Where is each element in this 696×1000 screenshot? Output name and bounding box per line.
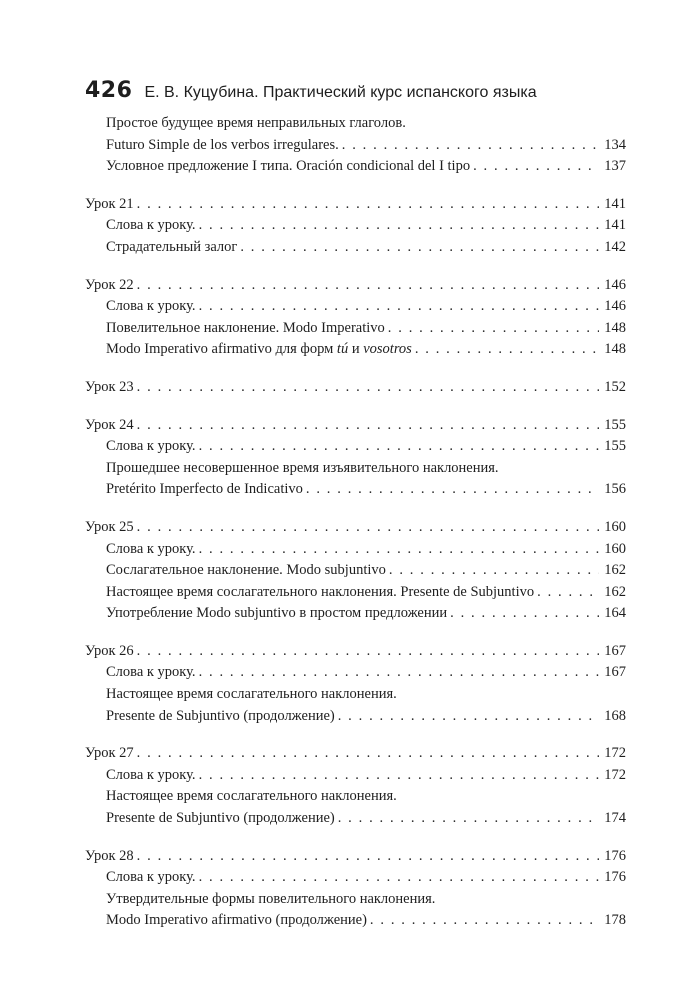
toc-entry-page: 172 — [604, 766, 626, 783]
toc-entry — [85, 684, 626, 706]
toc-entry-title: Употребление Modo subjuntivo в простом предложении — [106, 605, 448, 622]
dot-leader — [137, 377, 599, 399]
toc-entry — [85, 603, 626, 625]
toc-lesson-entry — [85, 517, 626, 539]
dot-leader — [137, 275, 599, 297]
toc-entry-page: 141 — [604, 195, 626, 212]
toc-lesson-entry — [85, 641, 626, 663]
toc-entry-title: Повелительное наклонение. Modo Imperativo — [106, 319, 385, 336]
toc-entry — [85, 318, 626, 340]
toc-entry — [85, 296, 626, 318]
title-part: Modo Imperativo afirmativo для форм — [106, 341, 337, 358]
toc-entry-title: Урок 26 — [85, 642, 134, 659]
running-title: Е. В. Куцубина. Практический курс испанского языка — [144, 84, 537, 101]
toc-entry-title: Утвердительные формы повелительного наклонения. — [106, 890, 436, 907]
toc-entry-page: 164 — [604, 605, 626, 622]
toc-entry-title: Presente de Subjuntivo (продолжение) — [106, 810, 335, 827]
toc-entry-page: 148 — [604, 341, 626, 358]
dot-leader — [199, 215, 599, 237]
toc-entry — [85, 889, 626, 911]
dot-leader — [199, 867, 599, 889]
toc-entry-title: Настоящее время сослагательного наклонения. Presente de Subjuntivo — [106, 583, 535, 600]
toc-entry-page: 152 — [604, 378, 626, 395]
toc-lesson-entry — [85, 194, 626, 216]
toc-entry-title: Слова к уроку. — [106, 540, 196, 557]
toc-entry-page: 168 — [604, 707, 626, 724]
toc-entry-page: 134 — [604, 136, 626, 153]
dot-leader — [199, 436, 599, 458]
toc-group — [85, 194, 626, 259]
toc-entry — [85, 458, 626, 480]
toc-entry-page: 160 — [604, 540, 626, 557]
toc-entry — [85, 237, 626, 259]
dot-leader — [450, 603, 599, 625]
toc-entry — [85, 867, 626, 889]
toc-entry-title: Условное предложение I типа. Oración condicional del I tipo — [106, 158, 471, 175]
toc-entry-page: 155 — [604, 438, 626, 455]
dot-leader — [199, 662, 599, 684]
toc-entry — [85, 156, 626, 178]
dot-leader — [473, 156, 599, 178]
toc-entry — [85, 113, 626, 135]
dot-leader — [137, 194, 599, 216]
toc-entry-title: Pretérito Imperfecto de Indicativo — [106, 481, 303, 498]
toc-entry-page: 155 — [604, 416, 626, 433]
toc-entry-title: Урок 22 — [85, 276, 134, 293]
toc-entry-title: Слова к уроку. — [106, 438, 196, 455]
dot-leader — [199, 765, 599, 787]
toc-entry — [85, 215, 626, 237]
toc-entry-title: Modo Imperativo afirmativo (продолжение) — [106, 912, 367, 929]
dot-leader — [389, 560, 599, 582]
toc-entry-page: 148 — [604, 319, 626, 336]
toc-group — [85, 743, 626, 829]
toc-entry — [85, 339, 626, 361]
toc-entry-title: Настоящее время сослагательного наклонения. — [106, 686, 397, 703]
toc-entry-title: Presente de Subjuntivo (продолжение) — [106, 707, 335, 724]
toc-entry-page: 178 — [604, 912, 626, 929]
page-number: 426 — [85, 78, 133, 103]
toc-group — [85, 377, 626, 399]
toc-group — [85, 641, 626, 727]
toc-entry-title: Прошедшее несовершенное время изъявительного наклонения. — [106, 459, 499, 476]
dot-leader — [537, 582, 599, 604]
toc-entry-title: Слова к уроку. — [106, 766, 196, 783]
dot-leader — [137, 743, 599, 765]
toc-entry-page: 146 — [604, 276, 626, 293]
title-part: и — [348, 341, 364, 358]
toc-lesson-entry — [85, 377, 626, 399]
dot-leader — [415, 339, 599, 361]
page-header — [85, 78, 537, 103]
dot-leader — [342, 135, 599, 157]
toc-entry — [85, 910, 626, 932]
toc-entry-page: 141 — [604, 217, 626, 234]
toc-entry-page: 176 — [604, 869, 626, 886]
toc-entry — [85, 539, 626, 561]
dot-leader — [137, 415, 599, 437]
toc-entry-title: Слова к уроку. — [106, 217, 196, 234]
toc-lesson-entry — [85, 415, 626, 437]
dot-leader — [199, 296, 599, 318]
toc-entry-title: Урок 25 — [85, 518, 134, 535]
dot-leader — [370, 910, 599, 932]
toc-entry — [85, 786, 626, 808]
toc-group — [85, 275, 626, 361]
toc-entry-title: Сослагательное наклонение. Modo subjuntivo — [106, 562, 386, 579]
toc-entry-page: 142 — [604, 238, 626, 255]
toc-entry — [85, 436, 626, 458]
toc-group — [85, 846, 626, 932]
toc-entry-page: 167 — [604, 664, 626, 681]
dot-leader — [388, 318, 599, 340]
toc-entry-title: Урок 27 — [85, 745, 134, 762]
toc-entry-page: 137 — [604, 158, 626, 175]
toc-entry-title: Простое будущее время неправильных глаголов. — [106, 115, 406, 131]
toc-entry-title: Настоящее время сослагательного наклонения. — [106, 788, 397, 805]
toc-entry-title: Слова к уроку. — [106, 869, 196, 886]
toc-entry — [85, 765, 626, 787]
toc-entry-page: 176 — [604, 847, 626, 864]
toc-group — [85, 517, 626, 625]
toc-entry — [85, 560, 626, 582]
toc-entry-title: Страдательный залог — [106, 238, 238, 255]
dot-leader — [199, 539, 599, 561]
toc-entry-title: Урок 24 — [85, 416, 134, 433]
toc-entry-title — [106, 339, 412, 361]
toc-entry-page: 146 — [604, 298, 626, 315]
dot-leader — [338, 706, 599, 728]
dot-leader — [338, 808, 599, 830]
toc-entry-title: Слова к уроку. — [106, 298, 196, 315]
toc-lesson-entry — [85, 275, 626, 297]
toc-entry — [85, 479, 626, 501]
title-italic-part: tú — [336, 341, 349, 358]
toc-entry-page: 167 — [604, 642, 626, 659]
toc-entry-page: 172 — [604, 745, 626, 762]
toc-lesson-entry — [85, 743, 626, 765]
toc-group — [85, 415, 626, 501]
toc-entry-page: 162 — [604, 562, 626, 579]
dot-leader — [137, 846, 599, 868]
toc-entry-page: 162 — [604, 583, 626, 600]
toc-entry — [85, 135, 626, 157]
toc-entry-page: 156 — [604, 481, 626, 498]
toc-entry-title: Futuro Simple de los verbos irregulares. — [106, 136, 339, 153]
toc-entry-title: Урок 28 — [85, 847, 134, 864]
toc-entry-page: 174 — [604, 810, 626, 827]
title-italic-part: vosotros — [363, 341, 412, 358]
toc-lesson-entry — [85, 846, 626, 868]
dot-leader — [137, 641, 599, 663]
toc-entry — [85, 582, 626, 604]
toc-entry-title: Слова к уроку. — [106, 664, 196, 681]
toc-entry-title: Урок 23 — [85, 378, 134, 395]
dot-leader — [306, 479, 599, 501]
toc-entry-title: Урок 21 — [85, 195, 134, 212]
toc-entry — [85, 706, 626, 728]
toc-entry-page: 160 — [604, 518, 626, 535]
toc-group — [85, 113, 626, 178]
toc-entry — [85, 808, 626, 830]
table-of-contents — [85, 113, 626, 948]
dot-leader — [137, 517, 599, 539]
toc-entry — [85, 662, 626, 684]
dot-leader — [240, 237, 599, 259]
